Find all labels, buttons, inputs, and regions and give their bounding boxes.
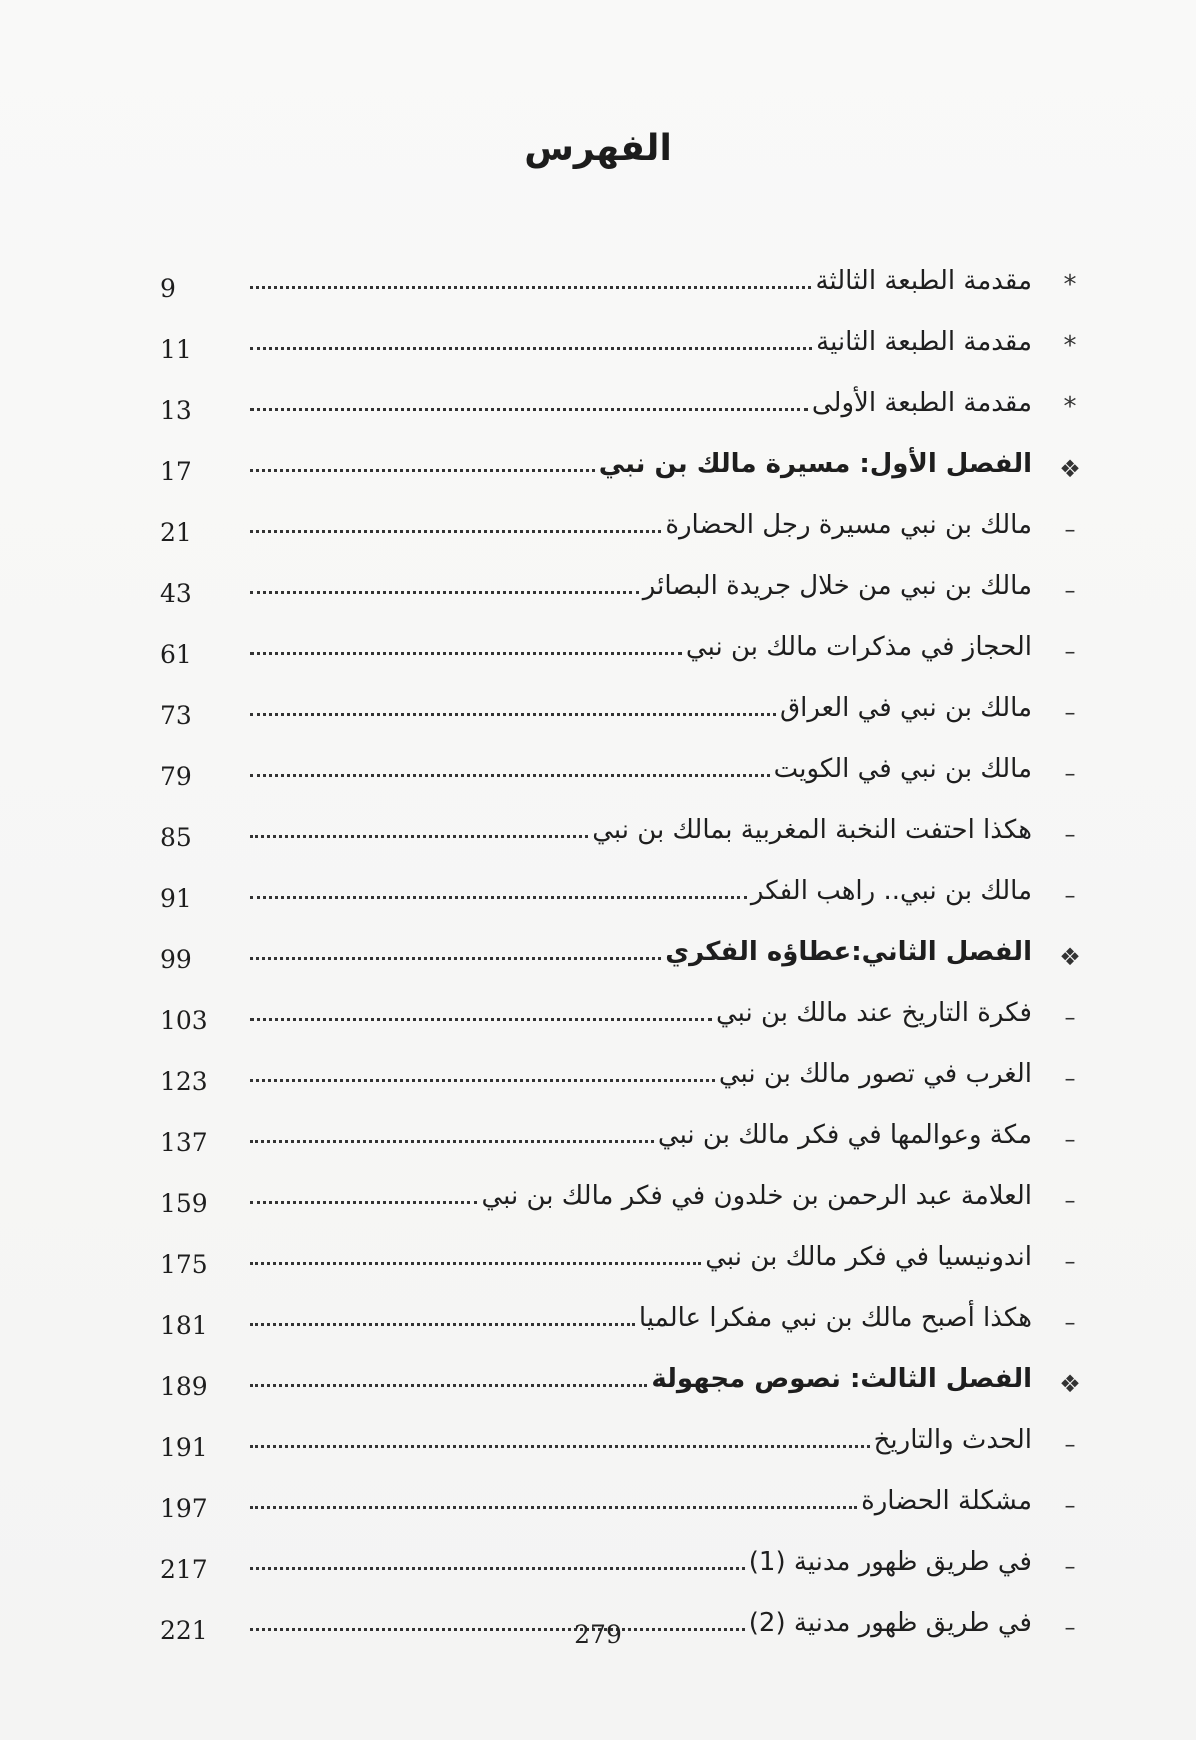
- dot-leader: [250, 1445, 870, 1448]
- toc-entry: [250, 876, 1032, 906]
- toc-entry: [250, 1059, 1032, 1089]
- toc-page-number: 159: [160, 1189, 208, 1218]
- toc-entry: [250, 266, 1032, 296]
- toc-entry-row: [160, 994, 1090, 1055]
- dot-leader: [250, 1140, 654, 1143]
- toc-entry: [250, 1242, 1032, 1272]
- toc-entry: [250, 571, 1032, 601]
- toc-entry-title: مالك بن نبي من خلال جريدة البصائر: [642, 571, 1032, 601]
- toc-entry: [250, 388, 1032, 418]
- toc-entry: [250, 1303, 1032, 1333]
- page-number: 279: [574, 1620, 622, 1649]
- toc-entry-title: الفصل الثالث: نصوص مجهولة: [651, 1364, 1032, 1394]
- dot-leader: [250, 1506, 857, 1509]
- toc-page-number: 123: [160, 1067, 208, 1096]
- toc-entry-row: [160, 1055, 1090, 1116]
- toc-page-number: 17: [160, 457, 192, 486]
- toc-entry-row: [160, 323, 1090, 384]
- dash-bullet: –: [1064, 823, 1076, 848]
- table-of-contents: [160, 262, 1090, 1665]
- toc-entry-title: في طريق ظهور مدنية (1): [748, 1547, 1032, 1577]
- toc-entry-title: الحجاز في مذكرات مالك بن نبي: [685, 632, 1032, 662]
- toc-entry: [250, 1364, 1032, 1394]
- toc-page-number: 221: [160, 1616, 208, 1645]
- dot-leader: [250, 347, 812, 350]
- dash-bullet: –: [1064, 884, 1076, 909]
- toc-entry: [250, 1425, 1032, 1455]
- dot-leader: [250, 1384, 647, 1387]
- toc-page-number: 79: [160, 762, 192, 791]
- toc-chapter-row: [160, 445, 1090, 506]
- toc-entry-title: الفصل الأول: مسيرة مالك بن نبي: [598, 449, 1032, 479]
- toc-entry: [250, 632, 1032, 662]
- toc-page-number: 13: [160, 396, 192, 425]
- dash-bullet: –: [1064, 640, 1076, 665]
- toc-page-number: 11: [160, 335, 192, 364]
- toc-entry: [250, 693, 1032, 723]
- toc-page-number: 73: [160, 701, 192, 730]
- dash-bullet: –: [1064, 701, 1076, 726]
- toc-entry: [250, 510, 1032, 540]
- toc-entry: [250, 937, 1032, 967]
- toc-entry-title: مالك بن نبي في العراق: [779, 693, 1032, 723]
- toc-page-number: 91: [160, 884, 192, 913]
- toc-page-number: 61: [160, 640, 192, 669]
- toc-entry-row: [160, 1238, 1090, 1299]
- dot-leader: [250, 1201, 477, 1204]
- asterisk-bullet: *: [1063, 392, 1077, 422]
- toc-entry-title: هكذا احتفت النخبة المغربية بمالك بن نبي: [592, 815, 1032, 845]
- toc-page-number: 197: [160, 1494, 208, 1523]
- toc-chapter-row: [160, 933, 1090, 994]
- toc-entry-row: [160, 1421, 1090, 1482]
- dash-bullet: –: [1064, 1433, 1076, 1458]
- toc-entry: [250, 327, 1032, 357]
- toc-page-number: 85: [160, 823, 192, 852]
- toc-entry-row: [160, 384, 1090, 445]
- toc-entry-title: مقدمة الطبعة الأولى: [811, 388, 1032, 418]
- dash-bullet: –: [1064, 1006, 1076, 1031]
- dash-bullet: –: [1064, 1555, 1076, 1580]
- toc-page-number: 99: [160, 945, 192, 974]
- toc-entry-title: مقدمة الطبعة الثالثة: [815, 266, 1032, 296]
- toc-page-number: 189: [160, 1372, 208, 1401]
- toc-entry-title: مالك بن نبي في الكويت: [773, 754, 1032, 784]
- toc-entry-title: في طريق ظهور مدنية (2): [748, 1608, 1032, 1638]
- toc-page-number: 43: [160, 579, 192, 608]
- toc-entry-row: [160, 262, 1090, 323]
- toc-entry-row: [160, 872, 1090, 933]
- dash-bullet: –: [1064, 1494, 1076, 1519]
- toc-entry-title: مقدمة الطبعة الثانية: [816, 327, 1032, 357]
- toc-entry-title: الفصل الثاني:عطاؤه الفكري: [665, 937, 1032, 967]
- toc-entry-title: العلامة عبد الرحمن بن خلدون في فكر مالك بن نبي: [481, 1181, 1032, 1211]
- dot-leader: [250, 1323, 635, 1326]
- toc-page-number: 175: [160, 1250, 208, 1279]
- dot-leader: [250, 774, 770, 777]
- toc-page-number: 9: [160, 274, 176, 303]
- toc-entry-title: مكة وعوالمها في فكر مالك بن نبي: [657, 1120, 1032, 1150]
- toc-entry-row: [160, 1482, 1090, 1543]
- toc-entry: [250, 815, 1032, 845]
- toc-entry: [250, 1486, 1032, 1516]
- toc-entry-row: [160, 628, 1090, 689]
- toc-entry-title: هكذا أصبح مالك بن نبي مفكرا عالميا: [638, 1303, 1032, 1333]
- dot-leader: [250, 530, 661, 533]
- diamond-bullet-icon: ❖: [1059, 1370, 1081, 1398]
- dot-leader: [250, 1018, 712, 1021]
- toc-page-number: 21: [160, 518, 192, 547]
- dot-leader: [250, 1262, 701, 1265]
- toc-page-number: 181: [160, 1311, 208, 1340]
- diamond-bullet-icon: ❖: [1059, 455, 1081, 483]
- toc-entry: [250, 1547, 1032, 1577]
- dash-bullet: –: [1064, 1311, 1076, 1336]
- toc-entry: [250, 754, 1032, 784]
- toc-entry-row: [160, 689, 1090, 750]
- toc-entry-row: [160, 1299, 1090, 1360]
- dash-bullet: –: [1064, 1189, 1076, 1214]
- toc-entry: [250, 1120, 1032, 1150]
- dash-bullet: –: [1064, 1250, 1076, 1275]
- toc-page-number: 103: [160, 1006, 208, 1035]
- dot-leader: [250, 286, 811, 289]
- toc-entry-title: مالك بن نبي.. راهب الفكر: [750, 876, 1032, 906]
- dash-bullet: –: [1064, 1128, 1076, 1153]
- toc-entry-title: مشكلة الحضارة: [861, 1486, 1032, 1516]
- toc-chapter-row: [160, 1360, 1090, 1421]
- dot-leader: [250, 1567, 745, 1570]
- toc-entry-title: الحدث والتاريخ: [873, 1425, 1032, 1455]
- asterisk-bullet: *: [1063, 331, 1077, 361]
- toc-entry-row: [160, 1177, 1090, 1238]
- dot-leader: [250, 896, 747, 899]
- dot-leader: [250, 1079, 715, 1082]
- dot-leader: [250, 957, 661, 960]
- dot-leader: [250, 591, 639, 594]
- dash-bullet: –: [1064, 1616, 1076, 1641]
- toc-page-number: 191: [160, 1433, 208, 1462]
- toc-entry-row: [160, 1543, 1090, 1604]
- dash-bullet: –: [1064, 762, 1076, 787]
- dot-leader: [250, 652, 682, 655]
- dot-leader: [250, 713, 776, 716]
- toc-page-number: 217: [160, 1555, 208, 1584]
- toc-entry-title: فكرة التاريخ عند مالك بن نبي: [715, 998, 1032, 1028]
- dot-leader: [250, 835, 588, 838]
- dash-bullet: –: [1064, 579, 1076, 604]
- dot-leader: [250, 408, 808, 411]
- toc-entry-row: [160, 750, 1090, 811]
- toc-entry: [250, 998, 1032, 1028]
- dash-bullet: –: [1064, 518, 1076, 543]
- toc-entry-title: اندونيسيا في فكر مالك بن نبي: [705, 1242, 1032, 1272]
- toc-entry-title: الغرب في تصور مالك بن نبي: [718, 1059, 1032, 1089]
- toc-entry-row: [160, 1116, 1090, 1177]
- page-title: الفهرس: [524, 128, 672, 169]
- diamond-bullet-icon: ❖: [1059, 943, 1081, 971]
- toc-entry-row: [160, 567, 1090, 628]
- toc-page-number: 137: [160, 1128, 208, 1157]
- toc-entry: [250, 449, 1032, 479]
- asterisk-bullet: *: [1063, 270, 1077, 300]
- toc-entry-title: مالك بن نبي مسيرة رجل الحضارة: [665, 510, 1032, 540]
- toc-entry-row: [160, 506, 1090, 567]
- toc-entry-row: [160, 811, 1090, 872]
- dot-leader: [250, 469, 595, 472]
- toc-entry: [250, 1181, 1032, 1211]
- dash-bullet: –: [1064, 1067, 1076, 1092]
